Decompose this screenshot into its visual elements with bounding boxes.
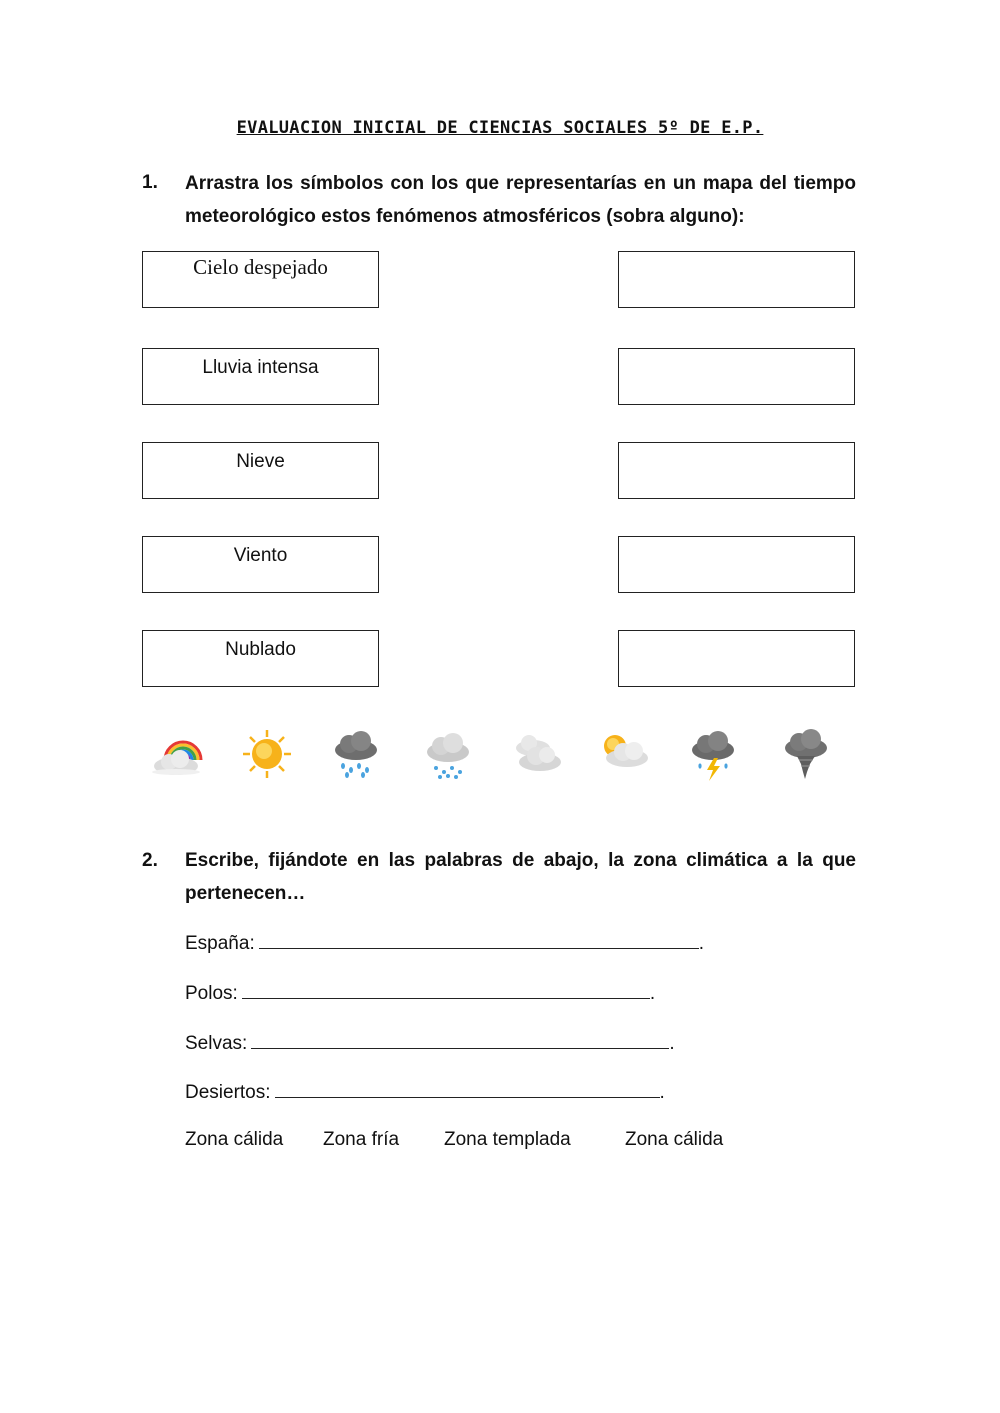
clouds-icon[interactable] bbox=[503, 724, 569, 784]
rainbow-cloud-icon[interactable] bbox=[149, 724, 215, 784]
rain-cloud-icon[interactable] bbox=[323, 724, 389, 784]
label-polos: Polos: bbox=[185, 983, 238, 1004]
thunderstorm-icon[interactable] bbox=[680, 724, 746, 784]
line-end-polos: . bbox=[649, 983, 656, 1004]
drop-zone-3[interactable] bbox=[618, 442, 855, 499]
label-cielo-despejado: Cielo despejado bbox=[193, 255, 328, 279]
label-espana: España: bbox=[185, 933, 255, 954]
label-box-cielo-despejado bbox=[142, 251, 379, 308]
answer-blank-espana[interactable] bbox=[259, 930, 699, 949]
question-1-text: Arrastra los símbolos con los que representarías en un mapa del tiempo meteorológico estos fenómenos atmosféricos (sobra alguno): bbox=[185, 173, 856, 227]
label-viento: Viento bbox=[233, 545, 288, 566]
question-2-number: 2. bbox=[142, 850, 158, 871]
sun-icon[interactable] bbox=[234, 724, 300, 784]
line-end-desiertos: . bbox=[659, 1082, 665, 1103]
line-end-selvas: . bbox=[669, 1033, 675, 1054]
fill-line-espana bbox=[185, 930, 704, 955]
fill-line-selvas bbox=[185, 1030, 675, 1055]
drop-zone-1[interactable] bbox=[618, 251, 855, 308]
line-end-espana: . bbox=[698, 933, 705, 954]
option-zona-templada[interactable]: Zona templada bbox=[444, 1129, 571, 1150]
label-lluvia-intensa: Lluvia intensa bbox=[202, 357, 319, 378]
option-zona-calida-1[interactable]: Zona cálida bbox=[185, 1129, 284, 1150]
label-box-nublado bbox=[142, 630, 379, 687]
drop-zone-4[interactable] bbox=[618, 536, 855, 593]
tornado-cloud-icon[interactable] bbox=[773, 724, 839, 784]
snow-cloud-icon[interactable] bbox=[415, 724, 481, 784]
option-zona-fria[interactable]: Zona fría bbox=[323, 1129, 400, 1150]
fill-line-polos bbox=[185, 980, 655, 1005]
fill-line-desiertos bbox=[185, 1079, 665, 1104]
label-box-viento bbox=[142, 536, 379, 593]
answer-blank-polos[interactable] bbox=[242, 980, 650, 999]
page-title: EVALUACION INICIAL DE CIENCIAS SOCIALES 5º DE E.P. bbox=[236, 118, 764, 138]
sun-behind-cloud-icon[interactable] bbox=[591, 724, 657, 784]
question-1-number: 1. bbox=[142, 172, 158, 193]
label-selvas: Selvas: bbox=[185, 1033, 248, 1054]
question-2-text: Escribe, fijándote en las palabras de abajo, la zona climática a la que pertenecen… bbox=[185, 850, 856, 904]
drop-zone-2[interactable] bbox=[618, 348, 855, 405]
answer-blank-desiertos[interactable] bbox=[275, 1079, 660, 1098]
label-box-nieve bbox=[142, 442, 379, 499]
label-nublado: Nublado bbox=[225, 639, 296, 660]
answer-blank-selvas[interactable] bbox=[251, 1030, 669, 1049]
option-zona-calida-2[interactable]: Zona cálida bbox=[625, 1129, 724, 1150]
drop-zone-5[interactable] bbox=[618, 630, 855, 687]
label-desiertos: Desiertos: bbox=[185, 1082, 271, 1103]
label-nieve: Nieve bbox=[236, 451, 285, 472]
label-box-lluvia-intensa bbox=[142, 348, 379, 405]
